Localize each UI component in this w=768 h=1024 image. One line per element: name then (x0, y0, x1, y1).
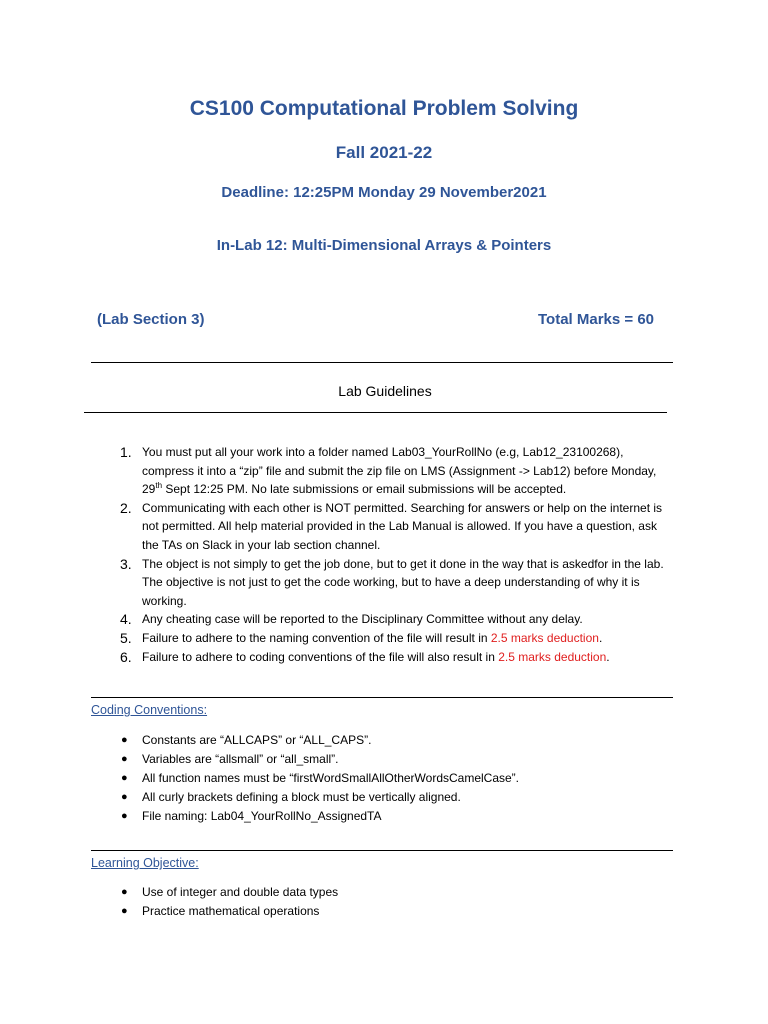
guidelines-list (116, 443, 676, 666)
item-text: Any cheating case will be reported to the Disciplinary Committee without any delay. (142, 612, 583, 627)
list-item (116, 769, 676, 788)
guidelines-heading: Lab Guidelines (338, 383, 432, 399)
deduction-highlight: 2.5 marks deduction (498, 649, 607, 664)
item-text: Constants are “ALLCAPS” or “ALL_CAPS”. (142, 733, 372, 747)
ordinal-suffix: th (155, 481, 163, 491)
list-item (116, 443, 676, 499)
list-item (116, 648, 676, 667)
deadline-title: Deadline: 12:25PM Monday 29 November2021 (221, 184, 547, 201)
item-text-cont: Sept 12:25 PM. No late submissions or email submissions will be accepted. (162, 482, 567, 497)
item-text: The object is not simply to get the job done, but to get it done in the way that is askedfor in the lab. The objective is not just to get the code working, but to have a deep understanding of why it is working. (142, 556, 664, 608)
bullet-icon: ● (121, 791, 128, 803)
item-text: Failure to adhere to coding conventions of the file will also result in (142, 649, 499, 664)
lab-title: In-Lab 12: Multi-Dimensional Arrays & Pointers (216, 237, 552, 254)
item-number: 5. (120, 629, 132, 646)
learning-objective-list (116, 883, 676, 921)
deduction-highlight: 2.5 marks deduction (490, 630, 599, 645)
coding-conventions-heading: Coding Conventions: (91, 703, 208, 717)
item-number: 1. (120, 444, 132, 460)
list-item (116, 807, 676, 826)
coding-conventions-list (116, 731, 676, 826)
list-item (116, 629, 676, 648)
list-item (116, 750, 676, 769)
lab-section-label: (Lab Section 3) (97, 311, 205, 328)
item-text: Communicating with each other is NOT permitted. Searching for answers or help on the internet is not permitted. All help material provided in the Lab Manual is allowed. If you have a question, ask the TAs on Slack in your lab section channel. (142, 500, 663, 552)
item-text: Use of integer and double data types (142, 885, 339, 899)
item-number: 4. (120, 611, 132, 628)
list-item (116, 731, 676, 750)
divider-guidelines (84, 412, 667, 413)
item-number: 6. (120, 648, 132, 665)
learning-objective-heading: Learning Objective: (91, 856, 199, 870)
list-item (116, 902, 676, 921)
bullet-icon: ● (121, 772, 128, 784)
divider-conventions (91, 697, 673, 698)
item-text: Practice mathematical operations (142, 904, 320, 918)
list-item (116, 555, 676, 611)
item-text: All function names must be “firstWordSmallAllOtherWordsCamelCase”. (142, 771, 520, 785)
list-item (116, 883, 676, 902)
item-number: 2. (120, 499, 132, 516)
item-text: File naming: Lab04_YourRollNo_AssignedTA (142, 809, 382, 823)
item-text-end: . (598, 630, 603, 645)
term-title: Fall 2021-22 (335, 143, 433, 162)
course-title: CS100 Computational Problem Solving (189, 97, 579, 120)
list-item (116, 499, 676, 555)
item-text-end: . (606, 649, 610, 664)
item-text: You must put all your work into a folder named Lab03_YourRollNo (e.g, Lab12_23100268), compress it into a “zip” file and submit the zip file on LMS (Assignment -> Lab12) before Monday, 29 (142, 445, 657, 497)
bullet-icon: ● (121, 905, 128, 917)
bullet-icon: ● (121, 753, 128, 765)
bullet-icon: ● (121, 734, 128, 746)
item-number: 3. (120, 555, 132, 572)
bullet-icon: ● (121, 886, 128, 898)
item-text: Variables are “allsmall” or “all_small”. (142, 752, 339, 766)
item-text: Failure to adhere to the naming convention of the file will result in (142, 630, 491, 645)
list-item (116, 788, 676, 807)
divider-objective (91, 850, 673, 851)
divider-top (91, 362, 673, 363)
bullet-icon: ● (121, 810, 128, 822)
item-text: All curly brackets defining a block must be vertically aligned. (142, 790, 461, 804)
total-marks-label: Total Marks = 60 (538, 311, 655, 328)
list-item (116, 610, 676, 629)
